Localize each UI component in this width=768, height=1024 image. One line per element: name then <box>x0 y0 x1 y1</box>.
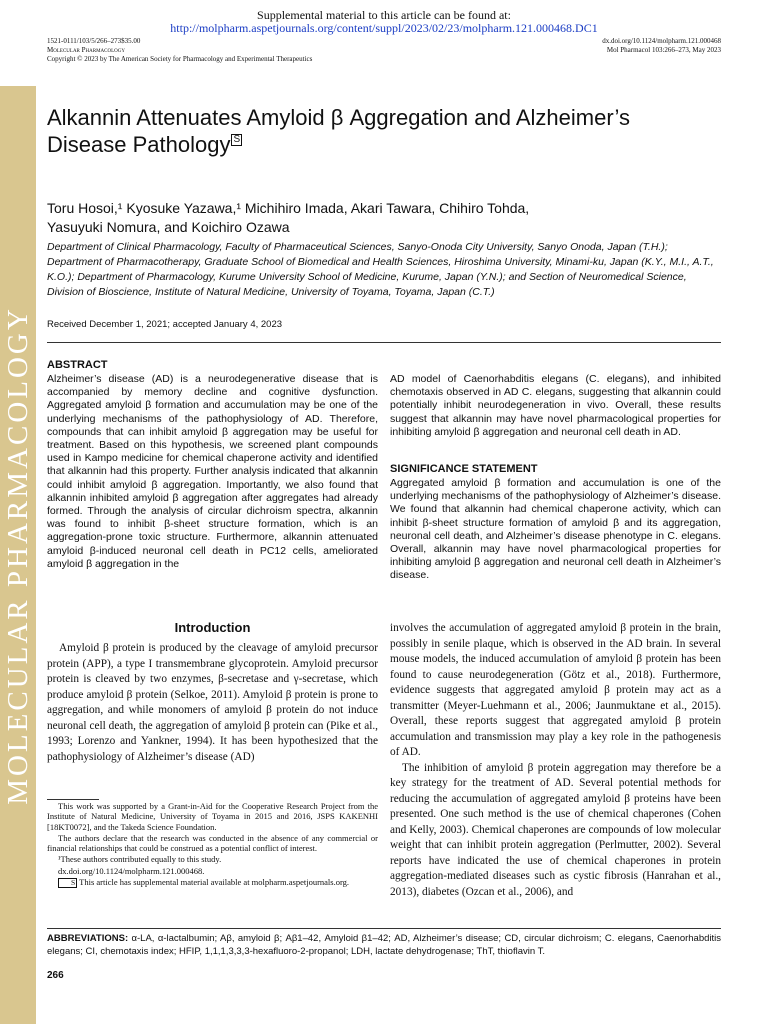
intro-left-column <box>47 641 378 765</box>
title-line-2-text: Disease Pathology <box>47 132 231 157</box>
abstract-left-column <box>47 373 378 571</box>
significance-column <box>390 477 721 583</box>
author-list <box>47 199 737 237</box>
footnote-equal-contribution: ¹These authors contributed equally to this study. <box>58 854 222 865</box>
abstract-right-column <box>390 373 721 439</box>
abstract-text-left: Alzheimer’s disease (AD) is a neurodegenerative disease that is accompanied by memory decline and cognitive dysfunction. Aggregated amyloid β formation and accumulation may be one of the underlying mechanisms of the pathophysiology of AD. Therefore, compounds that can inhibit amyloid β aggregation may be useful for treatment. Based on this hypothesis, we screened plant compounds used in Kampo medicine for chemical chaperone activity and identified that alkannin had this property. Further analysis indicated that alkannin could inhibit amyloid β aggregation. Importantly, we also found that alkannin inhibited amyloid β aggregation after aggregates had already formed. Through the analysis of circular dichroism spectra, alkannin was found to inhibit β-sheet structure formation, which is an aggregation-prone toxic structure. Furthermore, alkannin attenuated amyloid β-induced neuronal cell death in PC12 cells, ameliorated amyloid β aggregation in the <box>47 373 378 570</box>
issn-line: 1521-0111/103/5/266–273$35.00 <box>47 37 141 45</box>
abbreviations <box>47 933 721 958</box>
footnote-doi: dx.doi.org/10.1124/molpharm.121.000468. <box>58 865 205 876</box>
divider <box>47 342 721 343</box>
journal-side-band-label: MOLECULAR PHARMACOLOGY <box>1 305 34 805</box>
authors-line-2: Yasuyuki Nomura, and Koichiro Ozawa <box>47 219 290 235</box>
authors-line-1: Toru Hosoi,¹ Kyosuke Yazawa,¹ Michihiro Imada, Akari Tawara, Chihiro Tohda, <box>47 200 530 216</box>
intro-paragraph-2: The inhibition of amyloid β protein aggregation may therefore be a key strategy for the treatment of AD. Several potential methods for reducing the accumulation of aggregated amyloid β proteins have been presented. One such method is the use of chemical chaperones (Cohen and Kelly, 2003). Chemical chaperones are compounds of low molecular weight that can inhibit protein aggregation (Perlmutter, 2002). Several reports have indicated the use of chemical chaperones in protein aggregation-mediated diseases such as cystic fibrosis (Hanrahan et al., 2013), diabetes (Ozcan et al., 2006), and <box>390 761 721 898</box>
significance-heading: SIGNIFICANCE STATEMENT <box>390 463 538 475</box>
footnotes <box>47 801 378 889</box>
intro-paragraph-continued: involves the accumulation of aggregated amyloid β protein in the brain, possibly in senile plaque, which is observed in the AD brain. In several mouse models, the induced accumulation of amyloid β protein has been found to cause neurodegeneration (Götz et al., 2018). Furthermore, evidence suggests that aggregated amyloid β protein may act as a transmitter (Meyer-Luehmann et al., 2006; Jaunmuktane et al., 2015). Overall, these reports suggest that aggregated amyloid β protein accumulation and transmission may play a key role in the pathogenesis of AD. <box>390 622 721 758</box>
supplemental-link[interactable]: http://molpharm.aspetjournals.org/content/suppl/2023/02/23/molpharm.121.000468.DC1 <box>170 21 598 35</box>
abbreviations-text: α-LA, α-lactalbumin; Aβ, amyloid β; Aβ1–42, Amyloid β1–42; AD, Alzheimer’s disease; CD, circular dichroism; C. elegans, Caenorhabditis elegans; CI, chemotaxis index; HFIP, 1,1,1,3,3,3-hexafluoro-2-propanol; LDH, lactate dehydrogenase; ThT, thioflavin T. <box>47 933 722 957</box>
supplemental-link-line <box>0 21 768 36</box>
footnote-funding: This work was supported by a Grant-in-Aid for the Cooperative Research Project from the Institute of Natural Medicine, University of Toyama in 2015 and 2016, JSPS KAKENHI [18KT0072], and the Takeda Science Foundation. <box>47 801 378 832</box>
footnote-rule <box>47 799 99 800</box>
footnote-supplemental <box>47 877 378 888</box>
footnote-supplemental-text: This article has supplemental material available at molpharm.aspetjournals.org. <box>79 877 350 888</box>
introduction-heading: Introduction <box>174 620 251 635</box>
abstract-heading: ABSTRACT <box>47 359 108 371</box>
abbreviations-label: ABBREVIATIONS: <box>47 933 129 944</box>
significance-text: Aggregated amyloid β formation and accumulation is one of the underlying mechanisms of the pathophysiology of Alzheimer’s disease. We found that alkannin had chemical chaperone activity, which can inhibit β-sheet structure formation of amyloid β and its aggregation, neuronal cell death, and Alzheimer’s disease phenotype in C. elegans. Overall, alkannin may have novel pharmacological properties for inhibiting amyloid β aggregation and neuronal cell death in Alzheimer’s disease. <box>390 477 721 582</box>
received-dates: Received December 1, 2021; accepted January 4, 2023 <box>47 319 283 330</box>
abstract-text-right: AD model of Caenorhabditis elegans (C. elegans), and inhibited chemotaxis observed in AD C. elegans, suggesting that alkannin could potentially inhibit neurodegeneration in vivo. Overall, these results suggest that alkannin may have novel pharmacological properties for inhibiting amyloid β aggregation and neuronal cell death in AD. <box>390 373 721 438</box>
supplemental-mark-icon-small: S <box>58 878 77 888</box>
meta-right <box>602 37 721 55</box>
supplemental-note: Supplemental material to this article can be found at: <box>257 8 511 22</box>
journal-side-band-label-wrap <box>0 86 36 1024</box>
intro-right-column <box>390 621 721 900</box>
citation-line: Mol Pharmacol 103:266–273, May 2023 <box>606 46 721 54</box>
divider-bottom <box>47 928 721 929</box>
article-title <box>47 104 737 158</box>
intro-paragraph-1: Amyloid β protein is produced by the cleavage of amyloid precursor protein (APP), a type I transmembrane glycoprotein. Amyloid precursor protein is cleaved by two enzymes, β-secretase and γ-secretase, which produce amyloid β protein (Selkoe, 2011). Amyloid β protein is prone to aggregation, and while monomers of amyloid β protein do not induce neuronal cell death, the aggregation of amyloid β protein can (Pike et al., 1993; Lorenzo and Yankner, 1994). It has been hypothesized that the pathophysiology of Alzheimer’s disease (AD) <box>47 642 378 763</box>
supplemental-mark-icon[interactable]: S <box>233 134 241 145</box>
page-number: 266 <box>47 970 64 981</box>
journal-name: Molecular Pharmacology <box>47 46 125 54</box>
title-line-1: Alkannin Attenuates Amyloid β Aggregation and Alzheimer’s <box>47 105 630 130</box>
copyright-line: Copyright © 2023 by The American Society for Pharmacology and Experimental Therapeutics <box>47 55 313 63</box>
footnote-conflict: The authors declare that the research was conducted in the absence of any commercial or financial relationships that could be construed as a potential conflict of interest. <box>47 832 378 854</box>
title-line-2 <box>47 131 737 158</box>
affiliations: Department of Clinical Pharmacology, Faculty of Pharmaceutical Sciences, Sanyo-Onoda City University, Sanyo Onoda, Japan (T.H.); Department of Pharmacotherapy, Graduate School of Biomedical and Health Sciences, Hiroshima University, Minami-ku, Japan (K.Y., M.I., A.T., K.O.); Department of Pharmacology, Kurume University School of Medicine, Kurume, Japan (Y.N.); and Section of Neuromedical Science, Division of Bioscience, Institute of Natural Medicine, University of Toyama, Toyama, Japan (C.T.) <box>47 241 714 298</box>
doi-line: dx.doi.org/10.1124/molpharm.121.000468 <box>602 37 721 45</box>
meta-left <box>47 37 312 64</box>
